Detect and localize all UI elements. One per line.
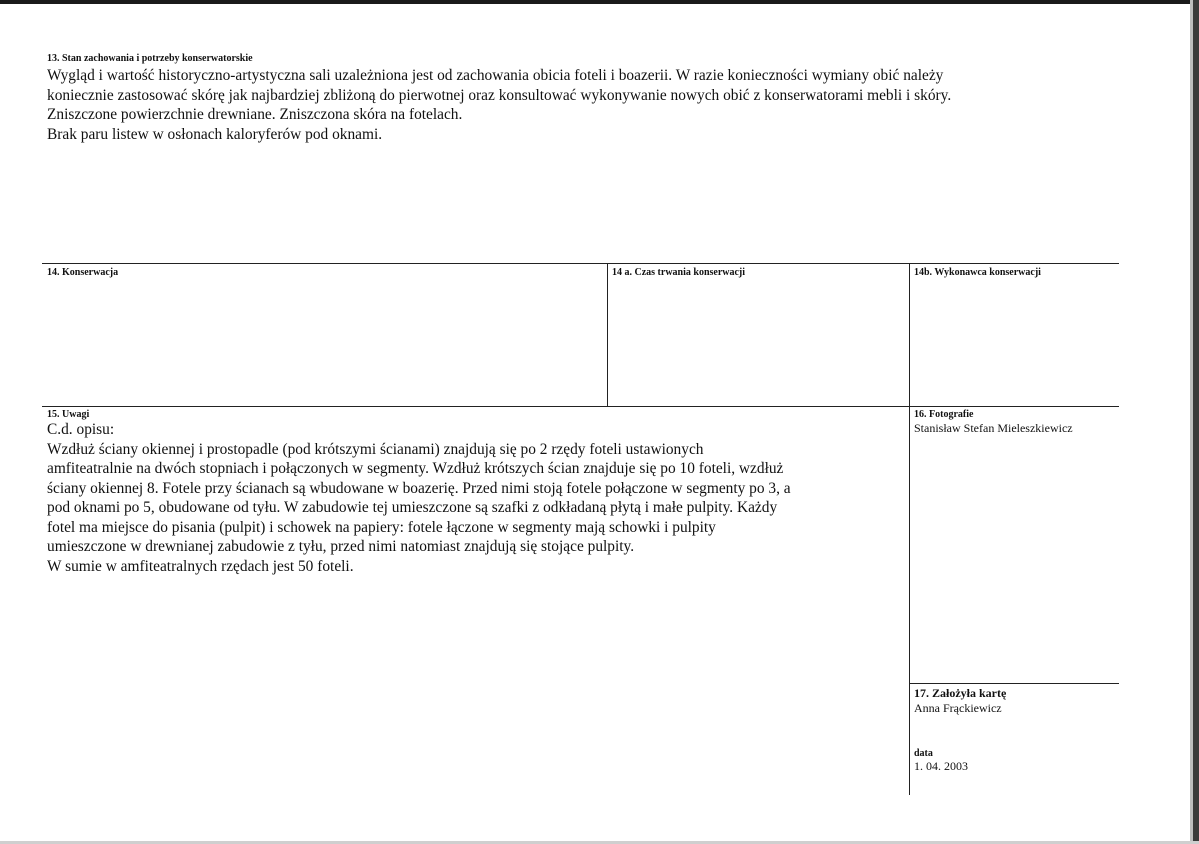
section-15-line: umieszczone w drewnianej zabudowie z tyłu, przed nimi natomiast znajdują się stojące pulpity.: [47, 538, 635, 555]
row-17-top-border: [909, 683, 1119, 684]
section-15-line: pod oknami po 5, obudowane od tyłu. W zabudowie tej umieszczone są szafki z odkładaną płytą i małe pulpity. Każdy: [47, 499, 778, 516]
section-15-line: C.d. opisu:: [47, 421, 115, 438]
section-17-heading-text: 17. Założyła kartę: [914, 686, 1007, 700]
section-16: [914, 409, 1073, 436]
section-13-heading: 13. Stan zachowania i potrzeby konserwatorskie: [47, 53, 253, 64]
section-15: [47, 409, 791, 576]
scan-top-edge: [0, 0, 1199, 4]
section-17-heading: [914, 686, 1006, 701]
section-13-text: [47, 66, 951, 144]
section-15-line: fotel ma miejsce do pisania (pulpit) i schowek na papiery: fotele łączone w segmenty mają schowki i pulpity: [47, 518, 716, 536]
row-15-top-border: [42, 406, 1119, 407]
col-right-divider: [909, 263, 910, 795]
section-15-text: [47, 420, 791, 576]
section-15-line: Wzdłuż ściany okiennej i prostopadle (pod krótszymi ścianami) znajdują się po 2 rzędy foteli ustawionych: [47, 440, 704, 458]
section-16-value: Stanisław Stefan Mieleszkiewicz: [914, 421, 1073, 435]
section-13: [47, 53, 951, 144]
section-13-line: Zniszczone powierzchnie drewniane. Zniszczona skóra na fotelach.: [47, 106, 463, 123]
section-14-heading: 14. Konserwacja: [47, 267, 119, 278]
section-13-line: koniecznie zastosować skórę jak najbardziej zbliżoną do pierwotnej oraz konsultować wykonywanie nowych obić z konserwatorami mebli i skóry.: [47, 86, 952, 104]
section-17-value: Anna Frąckiewicz: [914, 701, 1002, 715]
section-14b-heading: 14b. Wykonawca konserwacji: [914, 267, 1041, 278]
row-14-top-border: [42, 263, 1119, 264]
section-15-line: amfiteatralnie na dwóch stopniach i połączonych w segmenty. Wzdłuż krótszych ścian znajduje się po 10 foteli, wzdłuż: [47, 460, 784, 477]
date-label: data: [914, 748, 933, 759]
section-14a-heading: 14 a. Czas trwania konserwacji: [612, 267, 746, 278]
date-value: 1. 04. 2003: [914, 759, 968, 773]
section-13-line: Brak paru listew w osłonach kaloryferów pod oknami.: [47, 125, 383, 143]
section-15-line: ściany okiennej 8. Fotele przy ścianach są wbudowane w boazerię. Przed nimi stoją fotele połączone w segmenty po 3, a: [47, 479, 791, 497]
section-15-heading: 15. Uwagi: [47, 409, 90, 420]
scan-right-edge: [1193, 0, 1199, 844]
col-14-divider: [607, 263, 608, 407]
section-17: [914, 686, 1006, 774]
section-13-line: Wygląd i wartość historyczno-artystyczna sali uzależniona jest od zachowania obicia foteli i boazerii. W razie konieczności wymiany obić należy: [47, 67, 944, 84]
section-16-heading: 16. Fotografie: [914, 409, 974, 420]
section-15-line: W sumie w amfiteatralnych rzędach jest 50 foteli.: [47, 557, 354, 575]
